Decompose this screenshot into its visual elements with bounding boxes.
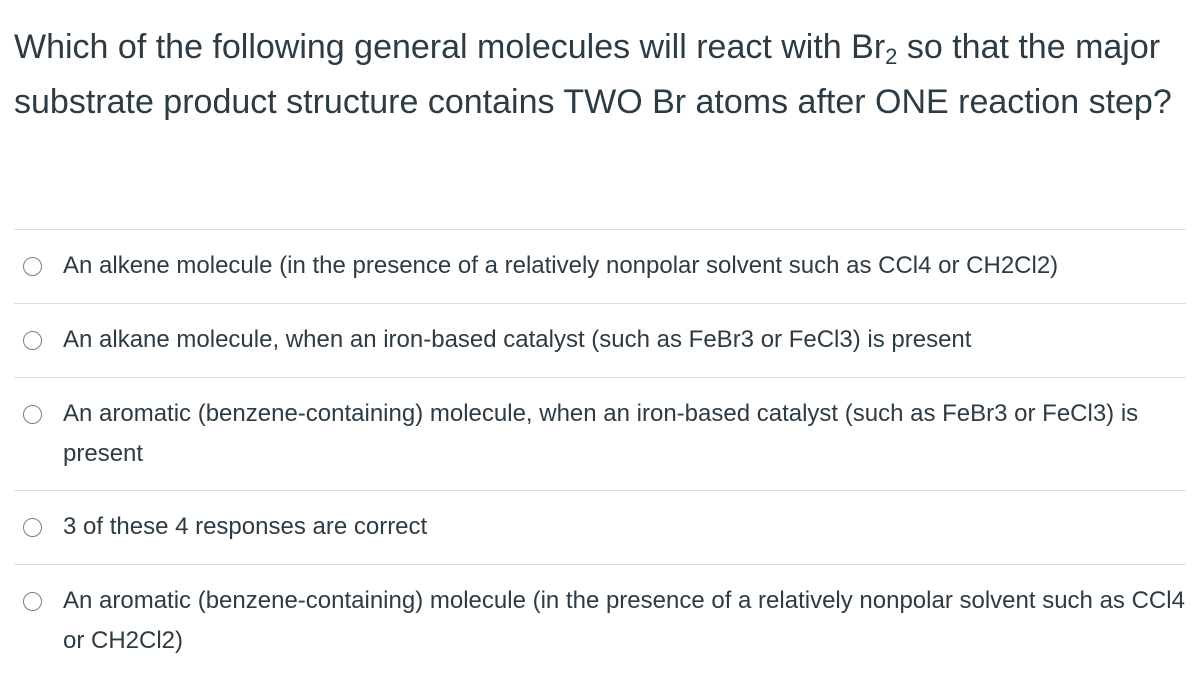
answer-label-3: An aromatic (benzene-containing) molecule, when an iron-based catalyst (such as FeBr3 or FeCl3) is present [63, 400, 1139, 467]
radio-button-5[interactable] [23, 592, 42, 611]
answer-list [14, 229, 1186, 667]
answer-label-4: 3 of these 4 responses are correct [63, 513, 428, 540]
answer-option-3[interactable] [14, 378, 1186, 491]
answer-option-1[interactable] [14, 230, 1186, 304]
question-subscript: 2 [885, 44, 898, 69]
radio-button-3[interactable] [23, 405, 42, 424]
answer-option-4[interactable] [14, 491, 1186, 565]
answer-label-2: An alkane molecule, when an iron-based catalyst (such as FeBr3 or FeCl3) is present [63, 326, 972, 353]
answer-label-1: An alkene molecule (in the presence of a relatively nonpolar solvent such as CCl4 or CH2Cl2) [63, 252, 1059, 279]
question-text-end: so that the major substrate product structure contains TWO Br atoms after ONE reaction step? [14, 28, 1172, 121]
answer-option-2[interactable] [14, 304, 1186, 378]
question-text-start: Which of the following general molecules will react with Br [14, 28, 886, 66]
answer-label-5: An aromatic (benzene-containing) molecule (in the presence of a relatively nonpolar solvent such as CCl4 or CH2Cl2) [63, 587, 1185, 654]
radio-button-2[interactable] [23, 331, 42, 350]
radio-button-4[interactable] [23, 518, 42, 537]
radio-button-1[interactable] [23, 257, 42, 276]
answer-option-5[interactable] [14, 565, 1186, 667]
question-text [14, 20, 1184, 130]
